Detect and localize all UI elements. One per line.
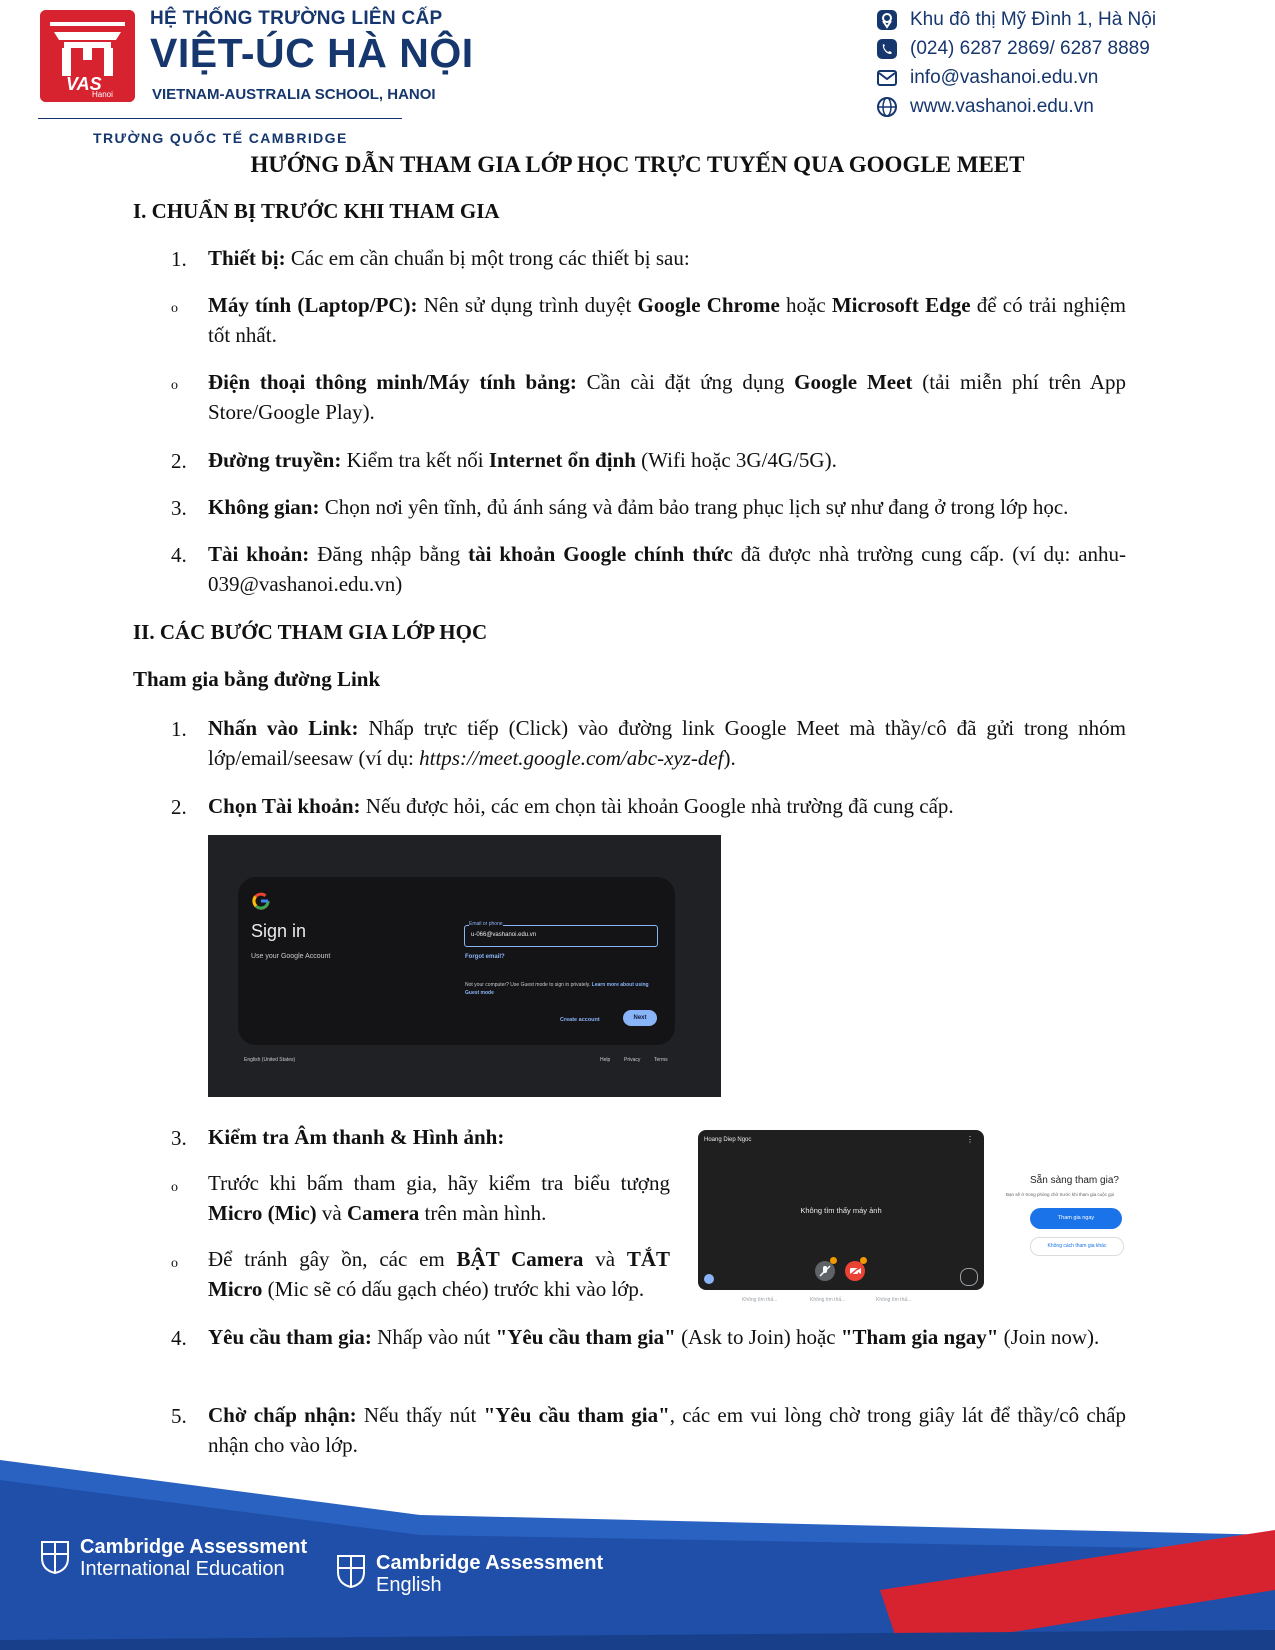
phone-icon <box>876 38 898 60</box>
section-2-heading: II. CÁC BƯỚC THAM GIA LỚP HỌC <box>133 620 488 644</box>
meet-preview-screenshot <box>698 1130 984 1290</box>
mic-off-icon <box>815 1261 835 1281</box>
email-field-value: u-066@vashanoi.edu.vn <box>471 932 537 938</box>
list-number: 1. <box>171 717 187 741</box>
camera-off-icon <box>845 1261 865 1281</box>
bullet-icon: o <box>171 378 178 393</box>
next-button[interactable]: Next <box>623 1010 657 1026</box>
bullet-icon: o <box>171 301 178 316</box>
logo-text: VAS <box>66 74 102 94</box>
forgot-email-link[interactable]: Forgot email? <box>465 954 505 960</box>
step-choose-account: Chọn Tài khoản: Nếu được hỏi, các em chọn tài khoản Google nhà trường đã cung cấp. <box>208 794 954 818</box>
other-join-options-button[interactable]: Không cách tham gia khác <box>1030 1237 1124 1256</box>
list-number: 3. <box>171 496 187 520</box>
bullet-icon: o <box>171 1180 178 1195</box>
school-name: VIỆT-ÚC HÀ NỘI <box>150 30 474 76</box>
list-number: 4. <box>171 543 187 567</box>
step-ask-to-join: Yêu cầu tham gia: Nhấp vào nút "Yêu cầu tham gia" (Ask to Join) hoặc "Tham gia ngay" (Join now). <box>208 1325 1100 1349</box>
camera-button[interactable] <box>845 1261 865 1281</box>
school-system-name: HỆ THỐNG TRƯỜNG LIÊN CẤP <box>150 8 443 29</box>
more-options-icon[interactable]: ⋮ <box>966 1135 974 1144</box>
step-check-av: Kiểm tra Âm thanh & Hình ảnh: <box>208 1125 505 1149</box>
step-wait-approval: Chờ chấp nhận: Nếu thấy nút "Yêu cầu tham gia", các em vui lòng chờ trong giây lát để thầy/cô chấp nhận cho vào lớp. <box>208 1403 1127 1457</box>
school-logo <box>40 10 135 102</box>
language-select[interactable]: English (United States) <box>244 1057 296 1063</box>
item-connection: Đường truyền: Kiểm tra kết nối Internet ổn định (Wifi hoặc 3G/4G/5G). <box>208 448 837 472</box>
privacy-link[interactable]: Privacy <box>624 1057 641 1063</box>
contact-email[interactable] <box>876 67 1098 89</box>
header-divider <box>38 118 402 119</box>
globe-icon <box>876 96 898 118</box>
cambridge-english-line1: Cambridge Assessment <box>376 1552 604 1574</box>
mic-device-label[interactable]: Không tìm thấ... <box>742 1297 778 1303</box>
item-computer: Máy tính (Laptop/PC): Nên sử dụng trình duyệt Google Chrome hoặc Microsoft Edge để có trải nghiệm tốt nhất. <box>208 293 1126 347</box>
address-text: Khu đô thị Mỹ Đình 1, Hà Nội <box>910 9 1157 30</box>
logo-sub: Hanoi <box>92 90 113 99</box>
cambridge-international-line2: International Education <box>80 1558 285 1580</box>
email-field-label: Email or phone <box>469 921 503 927</box>
camera-device-label[interactable]: Không tìm thấ... <box>876 1297 912 1303</box>
step-click-link: Nhấn vào Link: Nhấp trực tiếp (Click) vào đường link Google Meet mà thầy/cô đã gửi trong nhóm lớp/email/seesaw (ví dụ: https://meet.google.com/abc-xyz-def). <box>208 716 1127 770</box>
phone-text: (024) 6287 2869/ 6287 8889 <box>910 38 1150 59</box>
warning-badge <box>830 1257 837 1264</box>
google-signin-screenshot <box>208 835 721 1097</box>
bullet-icon: o <box>171 1256 178 1271</box>
signin-subtitle: Use your Google Account <box>251 953 331 960</box>
participant-name: Hoang Diep Ngoc <box>704 1137 752 1143</box>
email-field[interactable] <box>464 921 658 947</box>
location-pin-icon <box>876 9 898 31</box>
school-english-name: VIETNAM-AUSTRALIA SCHOOL, HANOI <box>152 86 436 103</box>
cambridge-tagline: TRƯỜNG QUỐC TẾ CAMBRIDGE <box>93 130 348 146</box>
subheading-link: Tham gia bằng đường Link <box>133 667 381 691</box>
item-space: Không gian: Chọn nơi yên tĩnh, đủ ánh sáng và đảm bảo trang phục lịch sự như đang ở trong lớp học. <box>208 495 1069 519</box>
email-text[interactable]: info@vashanoi.edu.vn <box>910 67 1099 88</box>
google-logo-icon <box>252 892 270 910</box>
signin-card <box>238 877 675 1045</box>
contact-web[interactable] <box>876 96 1094 118</box>
terms-link[interactable]: Terms <box>654 1057 668 1063</box>
list-number: 2. <box>171 795 187 819</box>
contact-address <box>876 9 1156 31</box>
list-number: 3. <box>171 1126 187 1150</box>
list-number: 2. <box>171 449 187 473</box>
cambridge-international-line1: Cambridge Assessment <box>80 1536 308 1558</box>
guest-mode-note: Not your computer? Use Guest mode to sign in privately. Learn more about using Guest mode <box>465 982 649 996</box>
visual-effects-button[interactable] <box>960 1268 978 1286</box>
cambridge-shield-icon <box>336 1554 366 1588</box>
item-devices: Thiết bị: Các em cần chuẩn bị một trong các thiết bị sau: <box>208 246 690 270</box>
cambridge-shield-icon <box>40 1540 70 1574</box>
help-link[interactable]: Help <box>600 1057 611 1063</box>
effects-icon[interactable] <box>704 1274 714 1284</box>
list-number: 1. <box>171 247 187 271</box>
signin-title: Sign in <box>251 921 307 941</box>
list-number: 4. <box>171 1326 187 1350</box>
speaker-device-label[interactable]: Không tìm thấ... <box>810 1297 846 1303</box>
create-account-button[interactable]: Create account <box>560 1017 600 1023</box>
no-camera-message: Không tìm thấy máy ảnh <box>800 1206 882 1215</box>
item-account: Tài khoản: Đăng nhập bằng tài khoản Google chính thức đã được nhà trường cung cấp. (ví dụ: anhu-039@vashanoi.edu.vn) <box>208 542 1127 596</box>
microphone-button[interactable] <box>815 1261 835 1281</box>
join-now-button[interactable]: Tham gia ngay <box>1030 1208 1122 1229</box>
item-phone: Điện thoại thông minh/Máy tính bảng: Cần cài đặt ứng dụng Google Meet (tải miễn phí trên App Store/Google Play). <box>208 370 1126 424</box>
contact-phone <box>876 38 1150 60</box>
document-title: HƯỚNG DẪN THAM GIA LỚP HỌC TRỰC TUYẾN QUA GOOGLE MEET <box>250 152 1025 177</box>
list-number: 5. <box>171 1404 187 1428</box>
section-1-heading: I. CHUẨN BỊ TRƯỚC KHI THAM GIA <box>133 199 500 223</box>
camera-on-mic-off: Để tránh gây ồn, các em BẬT Camera và TẮT Micro (Mic sẽ có dấu gạch chéo) trước khi vào lớp. <box>208 1247 670 1301</box>
ready-subtitle: Bạn sẽ ở trong phòng chờ trước khi tham gia cuộc gọi <box>1006 1192 1115 1197</box>
warning-badge <box>860 1257 867 1264</box>
cambridge-international-logo <box>40 1540 70 1579</box>
mail-icon <box>876 67 898 89</box>
check-mic-camera: Trước khi bấm tham gia, hãy kiểm tra biểu tượng Micro (Mic) và Camera trên màn hình. <box>208 1171 670 1225</box>
cambridge-english-logo <box>336 1554 366 1593</box>
ready-heading: Sẵn sàng tham gia? <box>1030 1175 1119 1186</box>
website-text[interactable]: www.vashanoi.edu.vn <box>910 96 1094 117</box>
cambridge-english-line2: English <box>376 1574 442 1596</box>
